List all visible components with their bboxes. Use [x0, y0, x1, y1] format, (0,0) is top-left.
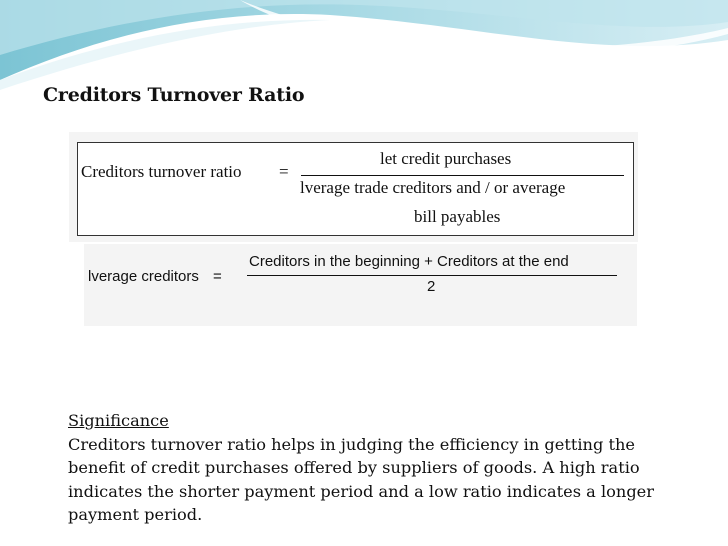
formula-numerator: Creditors in the beginning + Creditors at the end	[249, 253, 569, 270]
significance-body: Creditors turnover ratio helps in judging the efficiency in getting the benefit of credit purchases offered by suppliers of goods. A high ratio indicates the shorter payment period and a low ratio indicates a longer payment period.	[68, 434, 654, 525]
equals-sign: =	[279, 162, 289, 181]
formula-lhs: Creditors turnover ratio	[81, 162, 242, 181]
header-swoosh-decoration	[0, 0, 728, 90]
significance-section	[68, 409, 688, 527]
fraction-bar	[301, 175, 624, 176]
significance-heading: Significance	[68, 411, 169, 430]
equals-sign: =	[213, 268, 222, 285]
formula-lhs: lverage creditors	[88, 268, 199, 285]
formula-denominator: 2	[427, 278, 436, 295]
formula-denominator-line2: bill payables	[414, 207, 501, 226]
formula-numerator: let credit purchases	[380, 149, 512, 168]
slide-title: Creditors Turnover Ratio	[43, 84, 305, 106]
creditors-turnover-formula	[77, 142, 634, 236]
average-creditors-formula	[84, 244, 637, 326]
fraction-bar	[247, 275, 617, 276]
formula-denominator-line1: lverage trade creditors and / or average	[300, 178, 566, 197]
